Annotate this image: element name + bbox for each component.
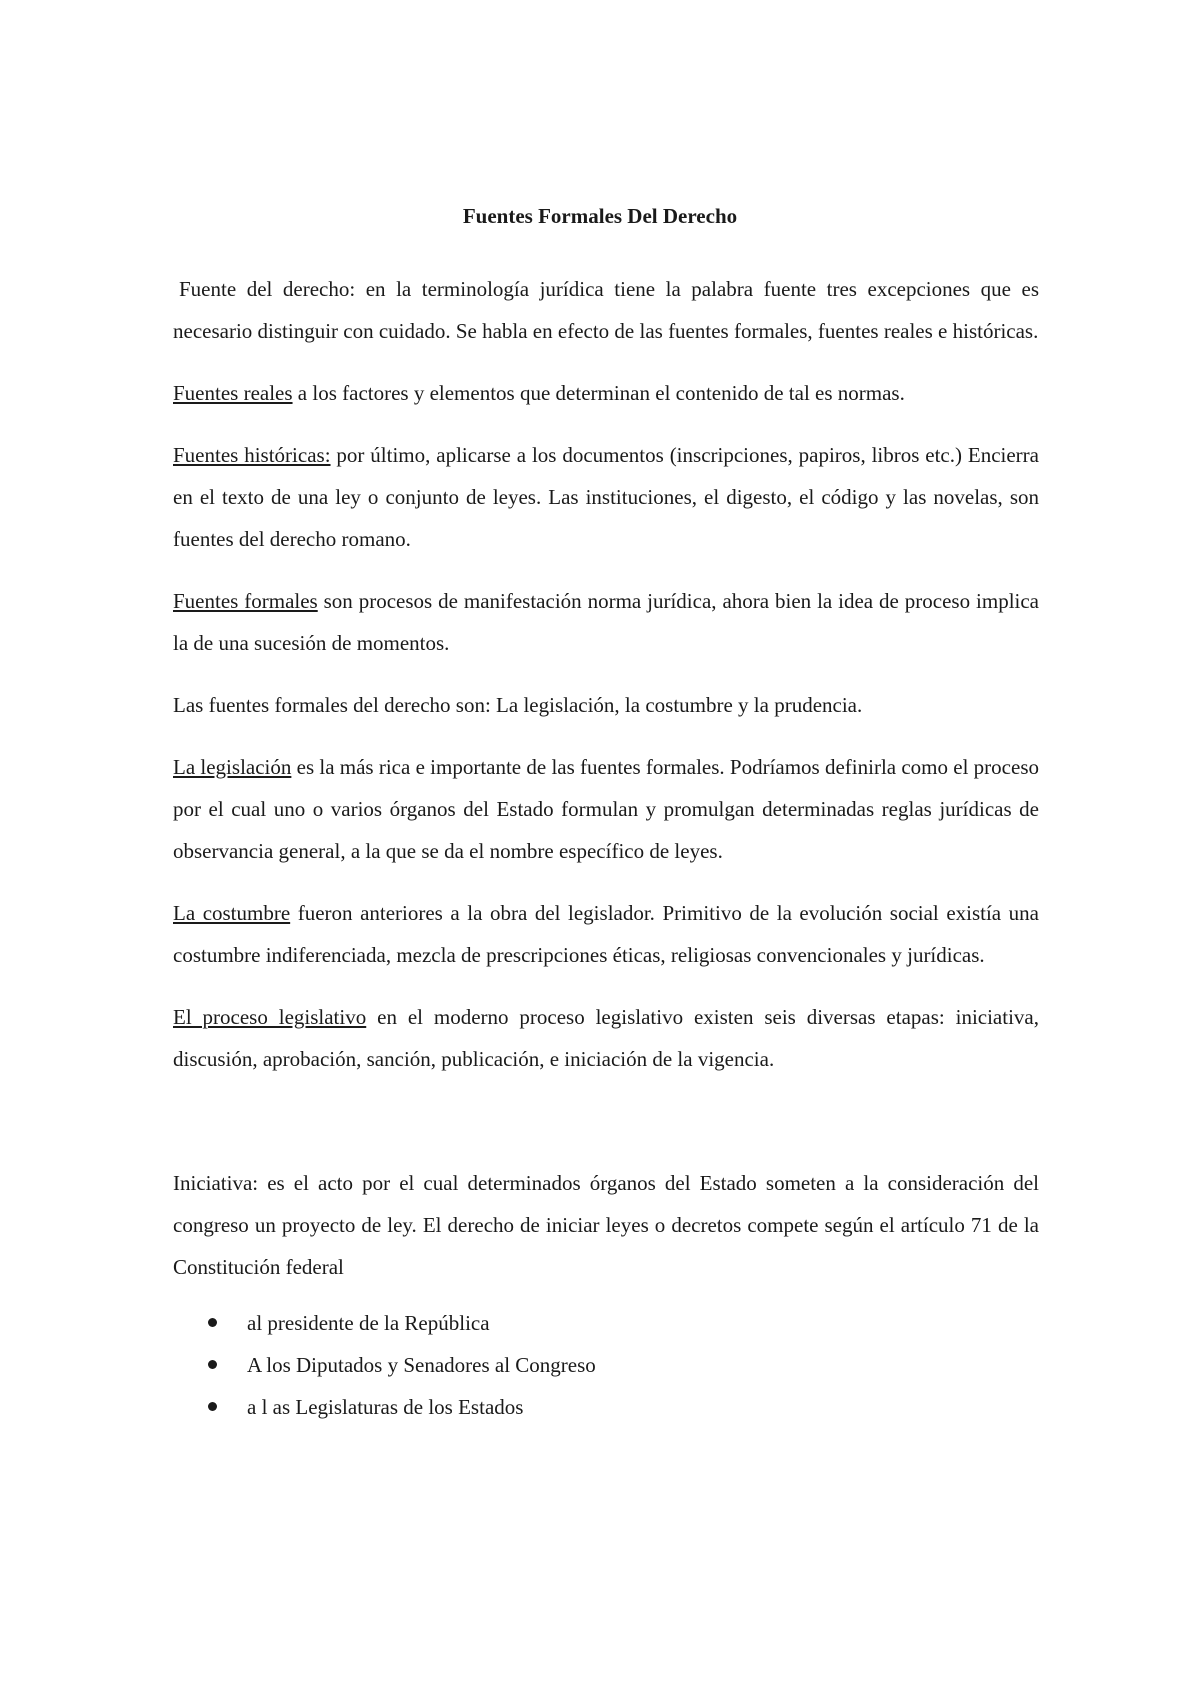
list-item [173, 1302, 1039, 1344]
paragraph-text: por último, aplicarse a los documentos (inscripciones, papiros, libros etc.) Encierra en el texto de una ley o conjunto de leyes. Las instituciones, el digesto, el código y las novelas, son fuentes del derecho romano. [173, 443, 1039, 551]
paragraph-text: fueron anteriores a la obra del legislador. Primitivo de la evolución social existía una costumbre indiferenciada, mezcla de prescripciones éticas, religiosas convencionales y jurídicas. [173, 901, 1039, 967]
paragraph-text: a los factores y elementos que determinan el contenido de tal es normas. [292, 381, 905, 405]
bullet-icon [208, 1402, 217, 1411]
paragraph-fuentes-reales [173, 372, 1039, 414]
blank-line [173, 1100, 1039, 1162]
sources-line: Las fuentes formales del derecho son: La legislación, la costumbre y la prudencia. [173, 693, 863, 717]
paragraph-iniciativa: Iniciativa: es el acto por el cual determinados órganos del Estado someten a la consideración del congreso un proyecto de ley. El derecho de iniciar leyes o decretos compete según el artículo 71 de la Constitución federal [173, 1171, 1039, 1279]
term-fuentes-reales: Fuentes reales [173, 381, 293, 405]
paragraph-proceso-legislativo [173, 996, 1039, 1080]
term-fuentes-historicas: Fuentes históricas: [173, 443, 331, 467]
paragraph-costumbre [173, 892, 1039, 976]
term-costumbre: La costumbre [173, 901, 291, 925]
intro-paragraph: Fuente del derecho: en la terminología jurídica tiene la palabra fuente tres excepciones que es necesario distinguir con cuidado. Se habla en efecto de las fuentes formales, fuentes reales e históricas. [173, 277, 1039, 343]
paragraph-fuentes-formales [173, 580, 1039, 664]
list-item [173, 1386, 1039, 1428]
paragraph-text: en el moderno proceso legislativo existen seis diversas etapas: iniciativa, discusión, aprobación, sanción, publicación, e iniciación de la vigencia. [173, 1005, 1039, 1071]
paragraph-text: son procesos de manifestación norma jurídica, ahora bien la idea de proceso implica la de una sucesión de momentos. [173, 589, 1039, 655]
term-fuentes-formales: Fuentes formales [173, 589, 318, 613]
paragraph-fuentes-historicas [173, 434, 1039, 560]
list-item-text: a l as Legislaturas de los Estados [247, 1395, 524, 1419]
paragraph-text: es la más rica e importante de las fuentes formales. Podríamos definirla como el proceso por el cual uno o varios órganos del Estado formulan y promulgan determinadas reglas jurídicas de observancia general, a la que se da el nombre específico de leyes. [173, 755, 1039, 863]
list-item-text: al presidente de la República [247, 1311, 490, 1335]
document-body [173, 268, 1039, 1428]
document-title: Fuentes Formales Del Derecho [462, 204, 738, 228]
paragraph-legislacion [173, 746, 1039, 872]
list-item-text: A los Diputados y Senadores al Congreso [247, 1353, 596, 1377]
bullet-icon [208, 1360, 217, 1369]
bullet-icon [208, 1318, 217, 1327]
term-legislacion: La legislación [173, 755, 292, 779]
list-item [173, 1344, 1039, 1386]
term-proceso-legislativo: El proceso legislativo [173, 1005, 367, 1029]
bullet-list [173, 1302, 1039, 1428]
